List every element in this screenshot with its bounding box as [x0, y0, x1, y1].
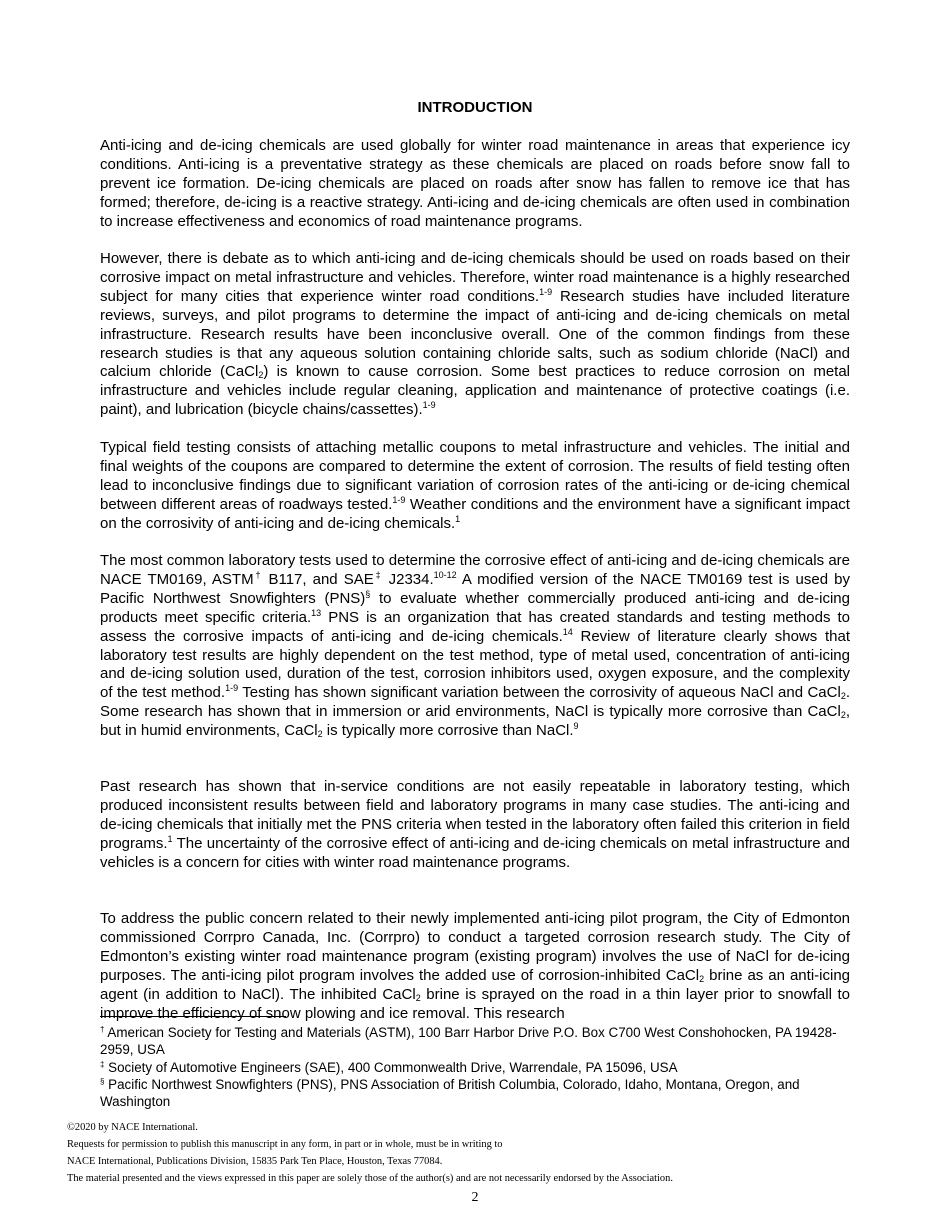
footnote-mark: §: [100, 1077, 105, 1086]
section-heading: INTRODUCTION: [417, 99, 533, 116]
footnote: § Pacific Northwest Snowfighters (PNS), PNS Association of British Columbia, Colorado, Idaho, Montana, Oregon, and Washington: [100, 1077, 800, 1110]
paragraph-5: Past research has shown that in-service conditions are not easily repeatable in laboratory testing, which produced inconsistent results between field and laboratory programs in many case studies. The anti-icing and de-icing chemicals that initially met the PNS criteria when tested in the laboratory often failed this criterion in field programs.$^1$ The uncertainty of the corrosive effect of anti-icing and de-icing chemicals on metal infrastructure and vehicles is a concern for cities with winter road maintenance programs.: [100, 778, 850, 871]
footnote-mark: ‡: [373, 569, 383, 580]
citation: 1-9: [225, 683, 239, 694]
footnote-mark: §: [365, 588, 371, 599]
citation: 1-9: [422, 400, 436, 411]
footnote-mark: †: [253, 569, 263, 580]
paragraph-4: The most common laboratory tests used to determine the corrosive effect of anti-icing and de-icing chemicals are NACE TM0169, ASTM† B117, and SAE‡ J2334.$^{10-12}$ A modified version of the NACE TM0169 test is used by Pacific Northwest Snowfighters (PNS)§ to evaluate whether commercially produced anti-icing and de-icing products meet specific criteria.$^{13}$ PNS is an organization that has created standards and testing methods to assess the corrosive impacts of anti-icing and de-icing chemicals.$^{14}$ Review of literature clearly shows that laboratory test results are highly dependent on the test method, type of metal used, concentration of anti-icing and de-icing solution used, duration of the test, corrosion inhibitors used, oxygen exposure, and the complexity of the test method.$^{1-9}$ Testing has shown significant variation between the corrosivity of aqueous NaCl and CaCl$_2$. Some research has shown that in immersion or arid environments, NaCl is typically more corrosive than CaCl$_2$, but in humid environments, CaCl$_2$ is typically more corrosive than NaCl.$^9$: [100, 552, 851, 740]
subscript: 2: [840, 691, 846, 702]
paragraph-6: To address the public concern related to their newly implemented anti-icing pilot program, the City of Edmonton commissioned Corrpro Canada, Inc. (Corrpro) to conduct a targeted corrosion research study. The City of Edmonton’s existing winter road maintenance program (existing program) involves the use of NaCl for de-icing purposes. The anti-icing pilot program involves the added use of corrosion-inhibited CaCl$_2$ brine as an anti-icing agent (in addition to NaCl). The inhibited CaCl$_2$ brine is sprayed on the road in a thin layer prior to snowfall to improve the efficiency of snow plowing and ice removal. This research: [100, 910, 850, 1022]
legal-line: NACE International, Publications Division, 15835 Park Ten Place, Houston, Texas 77084.: [67, 1156, 443, 1167]
citation: 14: [562, 626, 573, 637]
subscript: 2: [258, 370, 264, 381]
legal-line: The material presented and the views expressed in this paper are solely those of the author(s) and are not necessarily endorsed by the Association.: [67, 1173, 673, 1184]
paragraph-2: However, there is debate as to which anti-icing and de-icing chemicals should be used on roads based on their corrosive impact on metal infrastructure and vehicles. Therefore, winter road maintenance is a highly researched subject for many cities that experience winter road conditions.$^{1-9}$ Research studies have included literature reviews, surveys, and pilot programs to determine the impact of anti-icing and de-icing chemicals on metal infrastructure. Research results have been inconclusive overall. One of the common findings from these research studies is that any aqueous solution containing chloride salts, such as sodium chloride (NaCl) and calcium chloride (CaCl$_2$) is known to cause corrosion. Some best practices to reduce corrosion on metal infrastructure and vehicles include regular cleaning, application and maintenance of protective coatings (i.e. paint), and lubrication (bicycle chains/cassettes).$^{1-9}$: [100, 250, 851, 419]
subscript: 2: [415, 992, 421, 1003]
footnote: ‡ Society of Automotive Engineers (SAE), 400 Commonwealth Drive, Warrendale, PA 15096, USA: [100, 1060, 678, 1075]
footnote-mark: ‡: [100, 1060, 105, 1069]
paragraph-3: Typical field testing consists of attaching metallic coupons to metal infrastructure and vehicles. The initial and final weights of the coupons are compared to determine the extent of corrosion. The results of field testing often lead to inconclusive findings due to significant variation of corrosion rates of the anti-icing or de-icing chemical between different areas of roadways tested.$^{1-9}$ Weather conditions and the environment have a significant impact on the corrosivity of anti-icing and de-icing chemicals.$^1$: [100, 439, 850, 532]
footnote: † American Society for Testing and Materials (ASTM), 100 Barr Harbor Drive P.O. Box C700 West Conshohocken, PA 19428-2959, USA: [100, 1025, 837, 1058]
citation: 9: [573, 721, 579, 732]
citation: 1-9: [392, 494, 406, 505]
subscript: 2: [840, 710, 846, 721]
legal-line: Requests for permission to publish this manuscript in any form, in part or in whole, must be in writing to: [67, 1139, 503, 1150]
copyright-line: ©2020 by NACE International.: [67, 1122, 198, 1133]
citation: 10-12: [433, 569, 457, 580]
page-number: 2: [471, 1190, 479, 1205]
footnote-separator: [100, 1016, 286, 1017]
paragraph-1: Anti-icing and de-icing chemicals are used globally for winter road maintenance in areas that experience icy conditions. Anti-icing is a preventative strategy as these chemicals are placed on roads before snow fall to prevent ice formation. De-icing chemicals are placed on roads after snow has fallen to remove ice that has formed; therefore, de-icing is a reactive strategy. Anti-icing and de-icing chemicals are often used in combination to increase effectiveness and economics of road maintenance programs.: [100, 137, 850, 230]
subscript: 2: [699, 973, 705, 984]
citation: 1: [167, 833, 173, 844]
footnote-mark: †: [100, 1025, 105, 1034]
citation: 1-9: [539, 286, 553, 297]
subscript: 2: [317, 729, 323, 740]
citation: 13: [311, 607, 322, 618]
citation: 1: [455, 513, 461, 524]
